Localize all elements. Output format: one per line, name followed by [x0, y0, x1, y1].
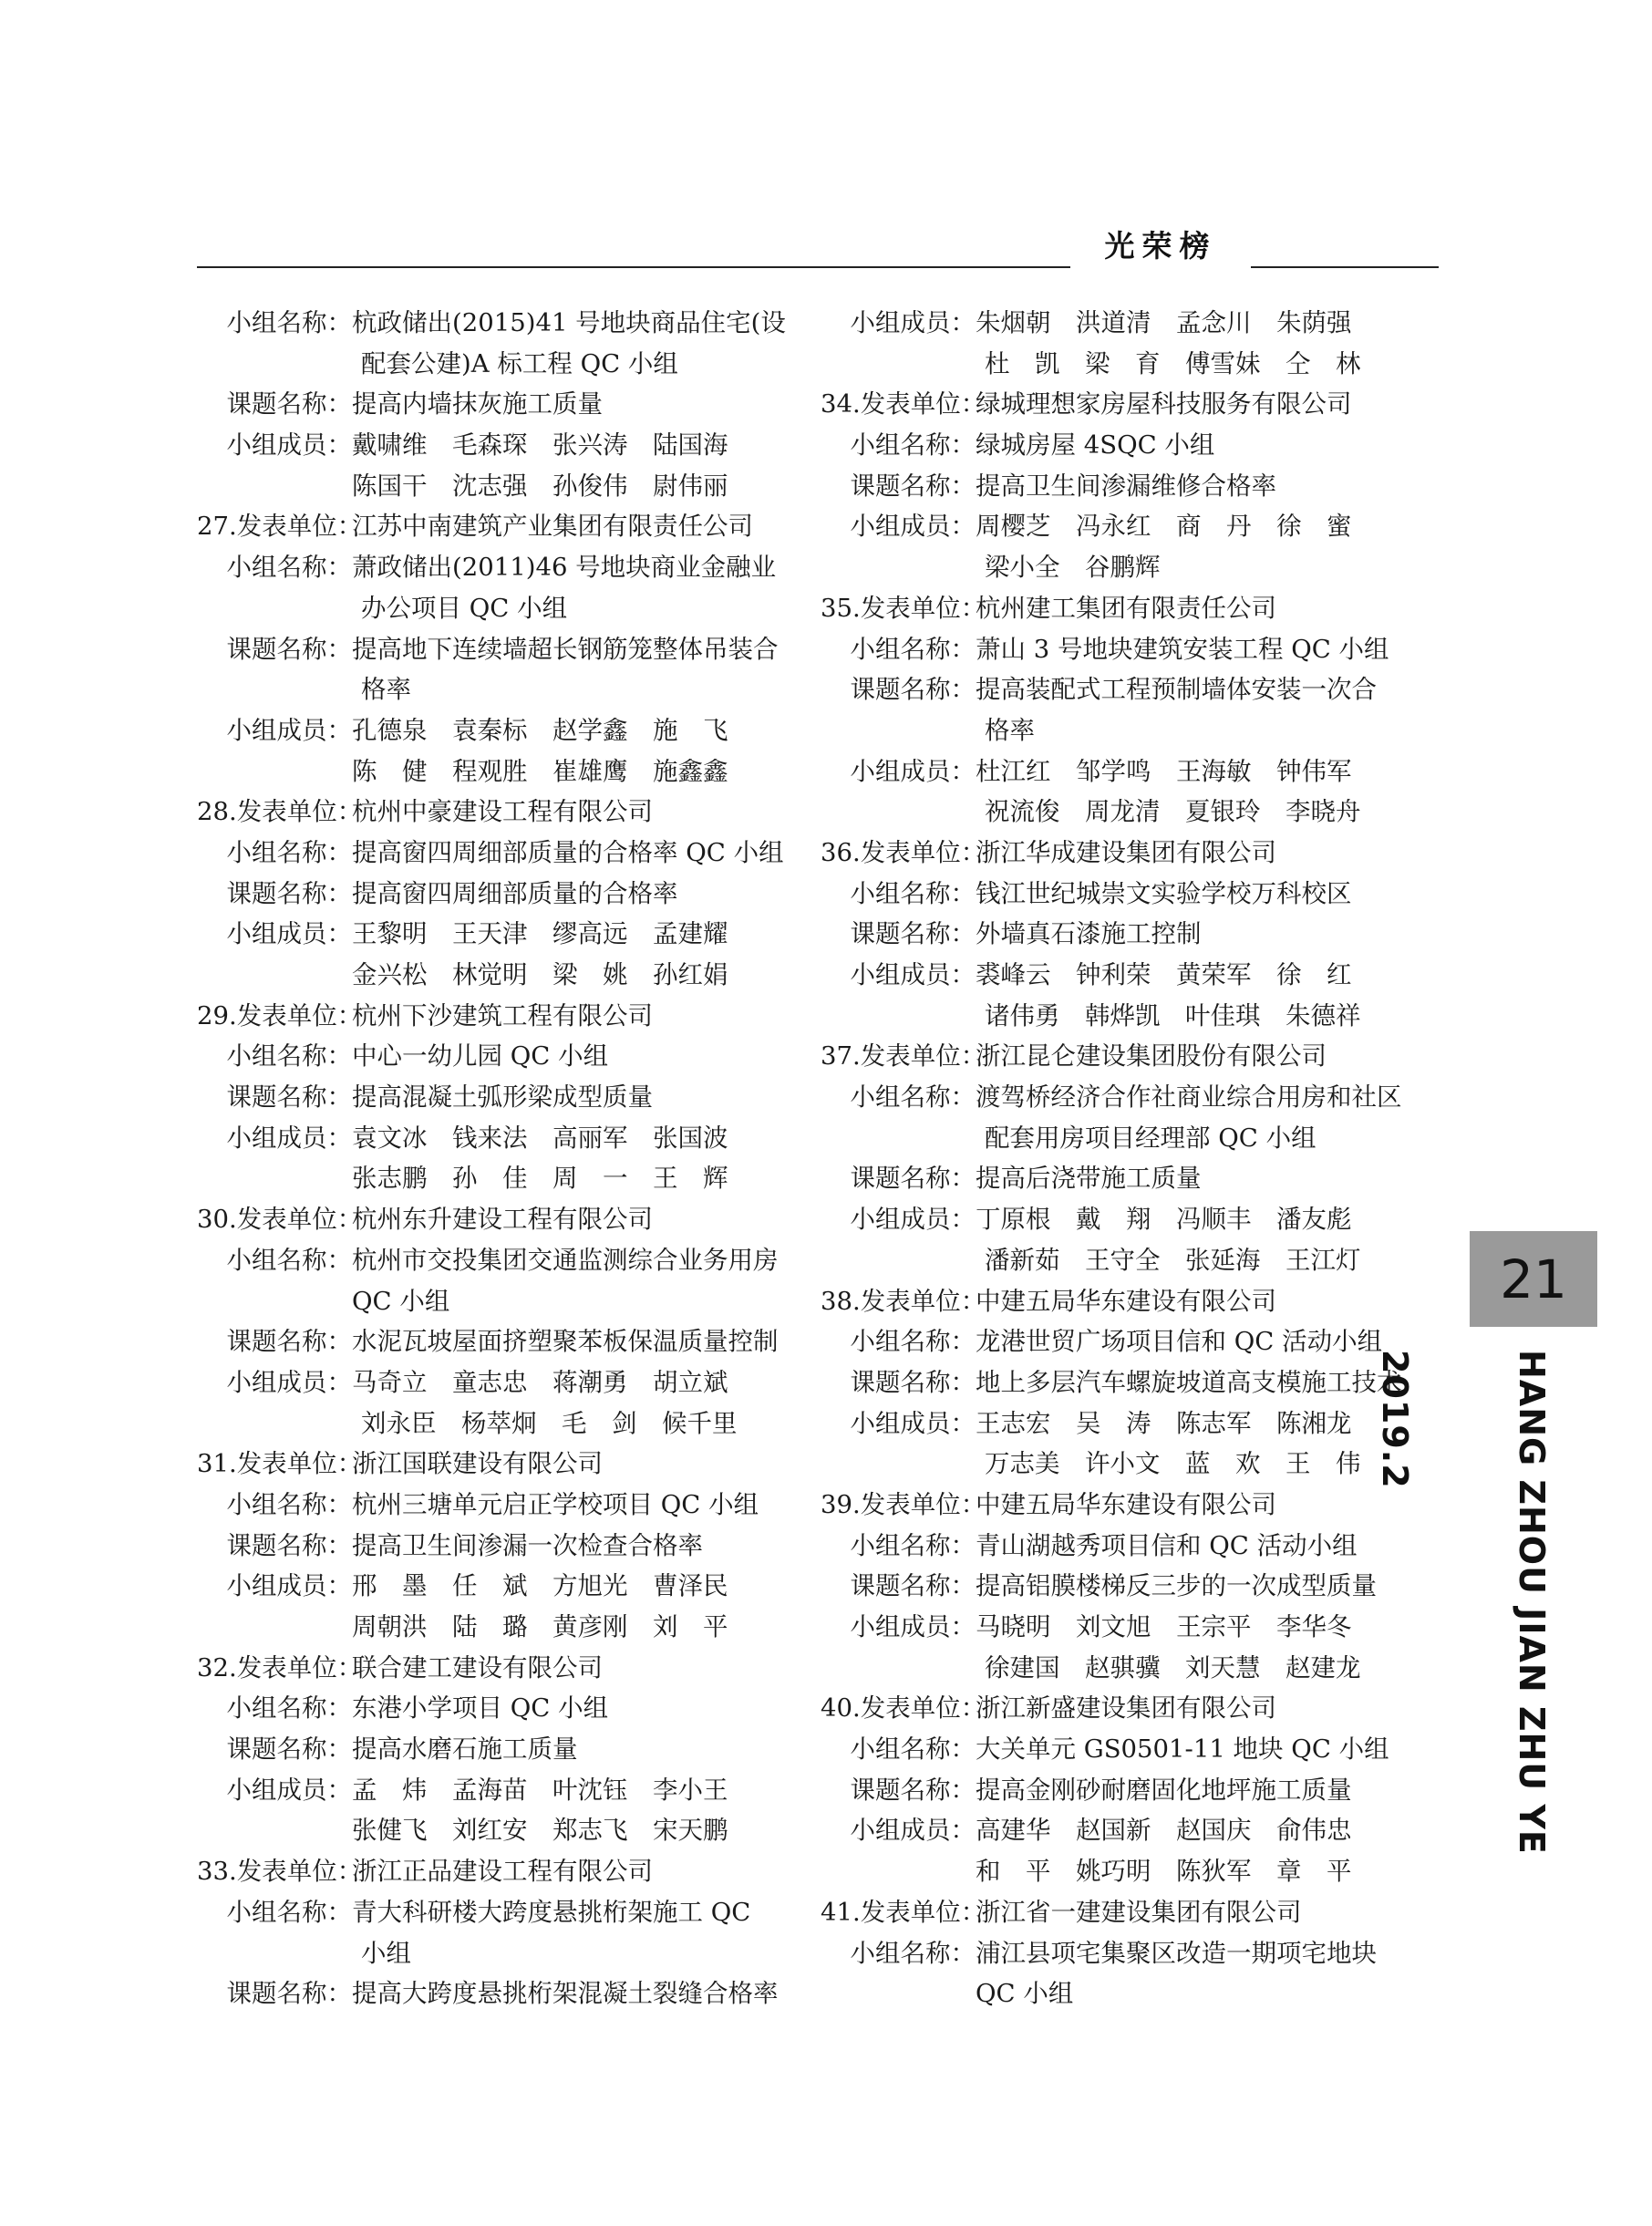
field-label: 课题名称： [850, 1164, 976, 1194]
entry-line [197, 751, 826, 792]
entry-line [821, 425, 1459, 466]
field-value: 高建华 赵国新 赵国庆 俞伟忠 [976, 1816, 1352, 1846]
field-value: 绿城理想家房屋科技服务有限公司 [976, 389, 1352, 419]
entry-line [821, 833, 1459, 874]
field-value: 祝流俊 周龙清 夏银玲 李晓舟 [985, 797, 1361, 827]
field-label: 小组名称： [850, 1734, 976, 1765]
field-value: 联合建工建设有限公司 [352, 1652, 603, 1682]
entry-line [197, 792, 826, 833]
field-label: 小组成员： [226, 1571, 352, 1601]
field-value: 钱江世纪城崇文实验学校万科校区 [976, 878, 1352, 908]
field-label: 课题名称： [226, 878, 352, 908]
entry-line [821, 1648, 1459, 1689]
field-value: 萧政储出(2011)46 号地块商业金融业 [352, 553, 777, 583]
field-value: 杭政储出(2015)41 号地块商品住宅(设 [352, 308, 786, 337]
entry-line [821, 710, 1459, 751]
entry-line [821, 996, 1459, 1037]
field-value: 马奇立 童志忠 蒋潮勇 胡立斌 [352, 1367, 728, 1397]
entry-line [197, 1973, 826, 2014]
field-value: 杭州下沙建筑工程有限公司 [352, 1000, 653, 1030]
field-value: 青大科研楼大跨度悬挑桁架施工 QC [352, 1897, 751, 1927]
entry-line [197, 1566, 826, 1607]
entry-line [197, 955, 826, 996]
field-value: 小组 [361, 1938, 411, 1968]
field-label: 小组成员： [850, 960, 976, 989]
entry-line [197, 1648, 826, 1689]
entry-line [197, 1036, 826, 1077]
field-value: 杭州建工集团有限责任公司 [976, 593, 1276, 623]
field-label: 小组名称： [226, 837, 352, 867]
field-value: 龙港世贸广场项目信和 QC 活动小组 [976, 1327, 1383, 1357]
field-value: 万志美 许小文 蓝 欢 王 伟 [985, 1449, 1361, 1479]
entry-line [197, 547, 826, 588]
field-label: 小组成员： [850, 308, 976, 337]
entry-line [197, 710, 826, 751]
field-label: 小组成员： [850, 756, 976, 786]
field-value: 朱烟朝 洪道清 孟念川 朱荫强 [976, 308, 1352, 337]
field-label: 29.发表单位： [197, 1000, 363, 1030]
field-label: 课题名称： [850, 1571, 976, 1601]
field-value: 提高装配式工程预制墙体安装一次合 [976, 675, 1377, 705]
entry-line [197, 1077, 826, 1118]
field-value: 提高地下连续墙超长钢筋笼整体吊装合 [352, 634, 779, 664]
entry-line [821, 1036, 1459, 1077]
field-value: 孟 炜 孟海苗 叶沈钰 李小王 [352, 1775, 728, 1805]
entry-line [197, 1933, 826, 1974]
field-label: 小组名称： [850, 1082, 976, 1113]
field-value: 孔德泉 袁秦标 赵学鑫 施 飞 [352, 715, 728, 745]
field-label: 27.发表单位： [197, 512, 363, 542]
field-value: 杜江红 邹学鸣 王海敏 钟伟军 [976, 756, 1352, 786]
field-label: 小组成员： [850, 1408, 976, 1438]
field-value: 丁原根 戴 翔 冯顺丰 潘友彪 [976, 1205, 1352, 1235]
field-value: 提高铝膜楼梯反三步的一次成型质量 [976, 1571, 1377, 1601]
entry-line [197, 1851, 826, 1892]
entry-line [821, 1933, 1459, 1974]
entry-line [197, 1607, 826, 1648]
field-value: QC 小组 [976, 1979, 1074, 2009]
field-label: 30.发表单位： [197, 1205, 363, 1235]
field-value: 提高水磨石施工质量 [352, 1734, 578, 1765]
field-label: 课题名称： [226, 1734, 352, 1765]
entry-line [197, 1688, 826, 1729]
entry-line [197, 466, 826, 507]
field-value: 浙江国联建设有限公司 [352, 1449, 603, 1479]
field-label: 小组名称： [226, 553, 352, 583]
entry-line [197, 1770, 826, 1811]
field-value: 杜 凯 梁 育 傅雪妹 仝 林 [985, 348, 1361, 378]
entry-line [821, 792, 1459, 833]
page-number-badge [1470, 1231, 1597, 1327]
field-value: 马晓明 刘文旭 王宗平 李华冬 [976, 1612, 1352, 1641]
field-value: 陈国干 沈志强 孙俊伟 尉伟丽 [352, 471, 728, 501]
field-value: 地上多层汽车螺旋坡道高支模施工技术 [976, 1367, 1402, 1397]
field-value: 大关单元 GS0501-11 地块 QC 小组 [976, 1734, 1389, 1765]
entry-line [821, 1770, 1459, 1811]
field-label: 28.发表单位： [197, 797, 363, 827]
entry-line [821, 1118, 1459, 1159]
field-value: 绿城房屋 4SQC 小组 [976, 430, 1215, 461]
entry-line [821, 955, 1459, 996]
field-value: 陈 健 程观胜 崔雄鹰 施鑫鑫 [352, 756, 728, 786]
entry-line [197, 1526, 826, 1567]
section-title: 光荣榜 [1104, 228, 1217, 264]
field-value: 杭州东升建设工程有限公司 [352, 1205, 653, 1235]
entry-line [197, 1362, 826, 1403]
field-value: 东港小学项目 QC 小组 [352, 1693, 609, 1724]
entry-line [197, 833, 826, 874]
field-value: 配套公建)A 标工程 QC 小组 [361, 348, 678, 378]
field-value: 格率 [985, 715, 1035, 745]
field-value: 王黎明 王天津 缪高远 孟建耀 [352, 919, 728, 949]
field-label: 38.发表单位： [821, 1286, 986, 1316]
field-label: 31.发表单位： [197, 1449, 363, 1479]
entry-line [197, 914, 826, 955]
field-label: 课题名称： [226, 1082, 352, 1113]
field-value: 邢 墨 任 斌 方旭光 曹泽民 [352, 1571, 728, 1601]
entry-line [197, 303, 826, 344]
field-label: 小组名称： [226, 1489, 352, 1519]
field-label: 小组成员： [226, 919, 352, 949]
field-label: 课题名称： [850, 919, 976, 949]
entry-line [821, 1688, 1459, 1729]
field-label: 小组名称： [226, 1693, 352, 1724]
field-label: 小组名称： [850, 878, 976, 908]
field-label: 小组名称： [850, 1530, 976, 1560]
entry-line [821, 1281, 1459, 1322]
field-value: 渡驾桥经济合作社商业综合用房和社区 [976, 1082, 1402, 1113]
field-value: 杭州三塘单元启正学校项目 QC 小组 [352, 1489, 759, 1519]
entry-line [821, 1199, 1459, 1240]
field-value: 张健飞 刘红安 郑志飞 宋天鹏 [352, 1816, 728, 1846]
field-value: 袁文冰 钱来法 高丽军 张国波 [352, 1123, 728, 1153]
field-value: 徐建国 赵骐骥 刘天慧 赵建龙 [985, 1652, 1361, 1682]
entry-line [821, 1485, 1459, 1526]
field-label: 36.发表单位： [821, 837, 986, 867]
field-label: 课题名称： [226, 1979, 352, 2009]
field-value: 格率 [361, 675, 411, 705]
entry-line [197, 1810, 826, 1851]
field-label: 小组名称： [850, 634, 976, 664]
field-label: 33.发表单位： [197, 1857, 363, 1887]
entry-line [197, 874, 826, 915]
field-value: 萧山 3 号地块建筑安装工程 QC 小组 [976, 634, 1389, 664]
field-value: 裘峰云 钟利荣 黄荣军 徐 红 [976, 960, 1352, 989]
field-value: 周樱芝 冯永红 商 丹 徐 蜜 [976, 512, 1352, 542]
field-value: 潘新茹 王守全 张延海 王江灯 [985, 1245, 1361, 1275]
field-label: 39.发表单位： [821, 1489, 986, 1519]
field-label: 小组名称： [850, 430, 976, 461]
field-label: 41.发表单位： [821, 1897, 986, 1927]
field-value: QC 小组 [352, 1286, 450, 1316]
field-value: 杭州中豪建设工程有限公司 [352, 797, 653, 827]
field-value: 提高卫生间渗漏维修合格率 [976, 471, 1276, 501]
field-label: 32.发表单位： [197, 1652, 363, 1682]
entry-line [821, 466, 1459, 507]
field-label: 40.发表单位： [821, 1693, 986, 1724]
entry-line [197, 1892, 826, 1933]
field-label: 34.发表单位： [821, 389, 986, 419]
left-column [197, 303, 826, 2014]
field-value: 办公项目 QC 小组 [361, 593, 568, 623]
field-value: 提高大跨度悬挑桁架混凝土裂缝合格率 [352, 1979, 779, 2009]
entry-line [197, 996, 826, 1037]
field-value: 提高混凝土弧形梁成型质量 [352, 1082, 653, 1113]
field-label: 小组成员： [226, 1367, 352, 1397]
entry-line [197, 1281, 826, 1322]
field-value: 周朝洪 陆 璐 黄彦刚 刘 平 [352, 1612, 728, 1641]
journal-name-vertical: HANG ZHOU JIAN ZHU YE 2019.2 [1375, 1350, 1552, 1855]
field-value: 提高卫生间渗漏一次检查合格率 [352, 1530, 703, 1560]
entry-line [821, 751, 1459, 792]
field-value: 杭州市交投集团交通监测综合业务用房 [352, 1245, 779, 1275]
field-label: 课题名称： [850, 1775, 976, 1805]
field-label: 37.发表单位： [821, 1041, 986, 1072]
entry-line [821, 303, 1459, 344]
entry-line [197, 588, 826, 629]
entry-line [197, 629, 826, 670]
field-value: 青山湖越秀项目信和 QC 活动小组 [976, 1530, 1358, 1560]
header-rule-right [1251, 266, 1439, 268]
field-value: 配套用房项目经理部 QC 小组 [985, 1123, 1316, 1153]
field-value: 提高内墙抹灰施工质量 [352, 389, 603, 419]
entry-line [821, 1892, 1459, 1933]
entry-line [821, 1077, 1459, 1118]
entry-line [197, 669, 826, 710]
entry-line [821, 1973, 1459, 2014]
field-label: 小组名称： [850, 1327, 976, 1357]
field-label: 小组名称： [850, 1938, 976, 1968]
entry-line [197, 1158, 826, 1199]
entry-line [821, 1607, 1459, 1648]
field-value: 外墙真石漆施工控制 [976, 919, 1202, 949]
field-label: 小组名称： [226, 1897, 352, 1927]
entry-line [821, 1851, 1459, 1892]
field-label: 小组成员： [850, 512, 976, 542]
field-label: 课题名称： [226, 1530, 352, 1560]
entry-line [821, 629, 1459, 670]
field-value: 戴啸维 毛森琛 张兴涛 陆国海 [352, 430, 728, 461]
entry-line [821, 914, 1459, 955]
field-value: 刘永臣 杨萃炯 毛 剑 候千里 [361, 1408, 738, 1438]
field-label: 课题名称： [850, 675, 976, 705]
field-label: 小组成员： [226, 430, 352, 461]
header-rule-left [197, 266, 1070, 268]
field-value: 诸伟勇 韩烨凯 叶佳琪 朱德祥 [985, 1000, 1361, 1030]
field-value: 江苏中南建筑产业集团有限责任公司 [352, 512, 753, 542]
right-column [821, 303, 1459, 2014]
field-value: 和 平 姚巧明 陈狄军 章 平 [976, 1857, 1352, 1887]
field-label: 小组成员： [850, 1816, 976, 1846]
field-label: 小组成员： [850, 1205, 976, 1235]
entry-line [821, 669, 1459, 710]
field-value: 提高窗四周细部质量的合格率 [352, 878, 678, 908]
entry-line [821, 874, 1459, 915]
field-value: 浙江省一建建设集团有限公司 [976, 1897, 1302, 1927]
entry-line [197, 506, 826, 547]
field-label: 小组成员： [850, 1612, 976, 1641]
entry-line [197, 1444, 826, 1485]
entry-line [197, 425, 826, 466]
entry-line [821, 547, 1459, 588]
field-value: 中建五局华东建设有限公司 [976, 1286, 1276, 1316]
entry-line [197, 1118, 826, 1159]
field-value: 浙江新盛建设集团有限公司 [976, 1693, 1276, 1724]
field-value: 浙江华成建设集团有限公司 [976, 837, 1276, 867]
field-value: 王志宏 吴 涛 陈志军 陈湘龙 [976, 1408, 1352, 1438]
entry-line [197, 1485, 826, 1526]
field-value: 中建五局华东建设有限公司 [976, 1489, 1276, 1519]
field-label: 小组成员： [226, 715, 352, 745]
field-label: 小组名称： [226, 1245, 352, 1275]
entry-line [197, 1199, 826, 1240]
field-value: 梁小全 谷鹏辉 [985, 553, 1161, 583]
entry-line [821, 344, 1459, 385]
field-label: 课题名称： [850, 471, 976, 501]
field-label: 课题名称： [850, 1367, 976, 1397]
field-value: 提高后浇带施工质量 [976, 1164, 1202, 1194]
field-label: 小组成员： [226, 1123, 352, 1153]
entry-line [197, 384, 826, 425]
entry-line [197, 1240, 826, 1281]
entry-line [821, 1566, 1459, 1607]
entry-line [821, 1158, 1459, 1199]
field-label: 课题名称： [226, 1327, 352, 1357]
field-value: 金兴松 林觉明 梁 姚 孙红娟 [352, 960, 728, 989]
field-value: 张志鹏 孙 佳 周 一 王 辉 [352, 1164, 728, 1194]
field-value: 浦江县项宅集聚区改造一期项宅地块 [976, 1938, 1377, 1968]
field-value: 中心一幼儿园 QC 小组 [352, 1041, 609, 1072]
entry-line [821, 1526, 1459, 1567]
page-number: 21 [1500, 1248, 1567, 1310]
field-label: 课题名称： [226, 389, 352, 419]
entry-line [197, 1321, 826, 1362]
field-label: 小组名称： [226, 308, 352, 337]
field-value: 提高金刚砂耐磨固化地坪施工质量 [976, 1775, 1352, 1805]
field-label: 35.发表单位： [821, 593, 986, 623]
entry-line [821, 384, 1459, 425]
entry-line [821, 1810, 1459, 1851]
field-value: 浙江昆仑建设集团股份有限公司 [976, 1041, 1327, 1072]
entry-line [821, 588, 1459, 629]
field-label: 小组名称： [226, 1041, 352, 1072]
entry-line [821, 1729, 1459, 1770]
entry-line [197, 344, 826, 385]
field-value: 水泥瓦坡屋面挤塑聚苯板保温质量控制 [352, 1327, 779, 1357]
entry-line [197, 1729, 826, 1770]
entry-line [821, 1240, 1459, 1281]
field-label: 小组成员： [226, 1775, 352, 1805]
entry-line [821, 506, 1459, 547]
field-label: 课题名称： [226, 634, 352, 664]
field-value: 提高窗四周细部质量的合格率 QC 小组 [352, 837, 784, 867]
field-value: 浙江正品建设工程有限公司 [352, 1857, 653, 1887]
entry-line [197, 1403, 826, 1444]
